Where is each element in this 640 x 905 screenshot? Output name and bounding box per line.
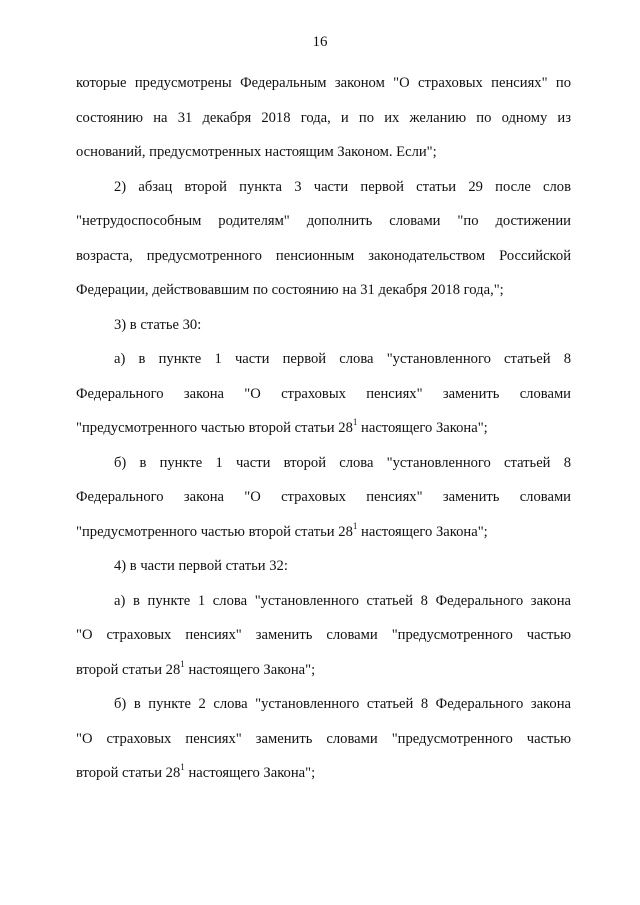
text-line: а) в пункте 1 слова "установленного статьей 8 Федерального закона: [114, 592, 571, 609]
text-line: б) в пункте 2 слова "установленного статьей 8 Федерального закона: [114, 696, 571, 712]
text-line: "нетрудоспособным родителям" дополнить словами "по достижении: [76, 213, 571, 229]
text-fragment: "предусмотренного частью второй статьи 28: [76, 420, 353, 436]
text-fragment: настоящего Закона";: [361, 523, 488, 540]
paragraph: [76, 66, 571, 170]
superscript: 1: [180, 762, 185, 773]
text-fragment: настоящего Закона";: [361, 420, 488, 436]
paragraph: [76, 342, 571, 446]
text-line: б) в пункте 1 части второй слова "установленного статьей 8: [114, 454, 571, 471]
text-line: [76, 756, 571, 791]
text-line: "О страховых пенсиях" заменить словами "предусмотренного частью: [76, 730, 571, 747]
text-line: 2) абзац второй пункта 3 части первой статьи 29 после слов: [114, 178, 571, 195]
document-body: [76, 66, 571, 791]
text-fragment: настоящего Закона";: [188, 765, 316, 781]
superscript: 1: [180, 658, 185, 669]
paragraph: [76, 687, 571, 791]
paragraph: [76, 446, 571, 550]
paragraph: [76, 584, 571, 688]
text-line: Федерации, действовавшим по состоянию на 31 декабря 2018 года,";: [76, 282, 504, 298]
text-fragment: "предусмотренного частью второй статьи 28: [76, 523, 353, 540]
text-line: 4) в части первой статьи 32:: [114, 558, 288, 574]
superscript: 1: [352, 417, 358, 428]
text-line: 3) в статье 30:: [114, 316, 202, 333]
text-line: состоянию на 31 декабря 2018 года, и по их желанию по одному из: [76, 109, 571, 126]
text-line: а) в пункте 1 части первой слова "установленного статьей 8: [114, 351, 571, 367]
paragraph: [76, 549, 571, 584]
paragraph: [76, 170, 571, 308]
text-line: "О страховых пенсиях" заменить словами "предусмотренного частью: [76, 627, 571, 643]
page-number: 16: [312, 34, 328, 50]
text-line: [76, 411, 571, 446]
text-line: Федерального закона "О страховых пенсиях" заменить словами: [76, 489, 571, 505]
text-fragment: второй статьи 28: [76, 765, 181, 781]
text-fragment: настоящего Закона";: [188, 661, 316, 678]
text-line: возраста, предусмотренного пенсионным законодательством Российской: [76, 247, 571, 264]
paragraph: [76, 308, 571, 343]
superscript: 1: [352, 520, 358, 531]
text-fragment: второй статьи 28: [76, 661, 181, 678]
text-line: [76, 515, 571, 550]
text-line: Федерального закона "О страховых пенсиях" заменить словами: [76, 385, 571, 402]
text-line: [76, 653, 571, 688]
text-line: которые предусмотрены Федеральным законом "О страховых пенсиях" по: [76, 75, 571, 91]
text-line: оснований, предусмотренных настоящим Законом. Если";: [76, 144, 437, 160]
